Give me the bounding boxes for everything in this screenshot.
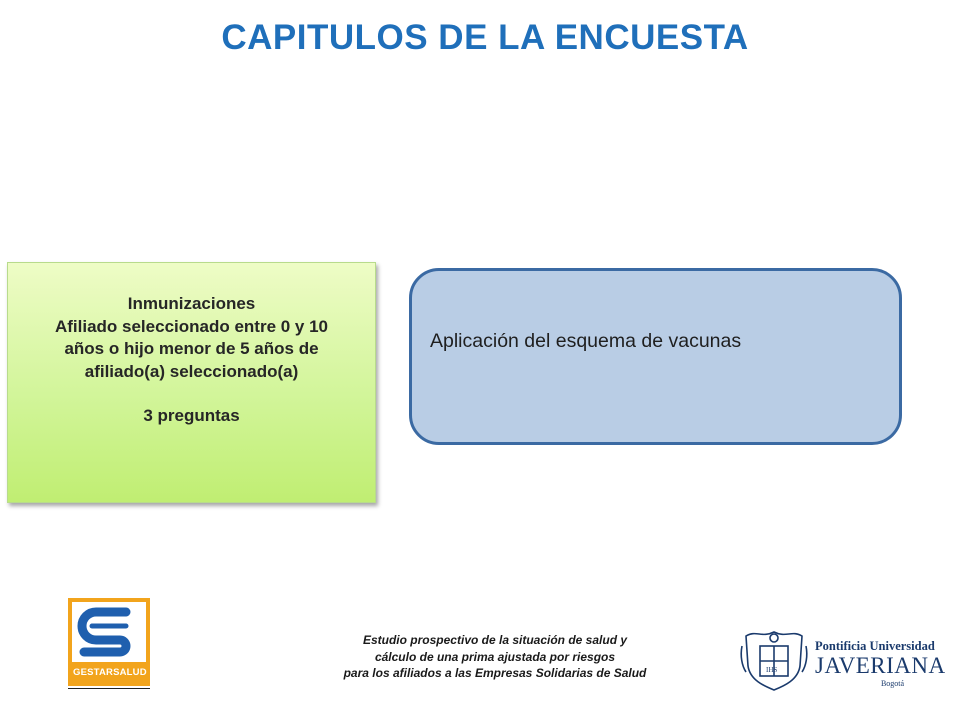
gestarsalud-label: GESTARSALUD [73, 667, 147, 678]
javeriana-wordmark [815, 639, 946, 688]
chapter-heading: Inmunizaciones [127, 294, 256, 313]
chapter-line-1: Afiliado seleccionado entre 0 y 10 [54, 316, 329, 336]
description-box [409, 268, 902, 445]
description-text: Aplicación del esquema de vacunas [430, 330, 742, 352]
chapter-line-2: años o hijo menor de 5 años de [64, 339, 319, 358]
footer-line-2: cálculo de una prima ajustada por riesgos [374, 649, 616, 664]
chapter-box [7, 262, 376, 503]
footer-caption [300, 632, 690, 682]
footer-line-1: Estudio prospectivo de la situación de salud y [362, 633, 628, 647]
javeriana-line-2: JAVERIANA [815, 653, 946, 678]
javeriana-line-3: Bogotá [880, 679, 905, 688]
slide-title: CAPITULOS DE LA ENCUESTA [221, 18, 749, 57]
svg-text:IHS: IHS [766, 666, 778, 674]
logo-underline [68, 688, 150, 689]
question-count: 3 preguntas [143, 406, 240, 425]
chapter-line-3: afiliado(a) seleccionado(a) [84, 361, 299, 381]
footer-line-3: para los afiliados a las Empresas Solidarias de Salud [343, 666, 647, 680]
javeriana-line-1: Pontificia Universidad [815, 639, 935, 653]
